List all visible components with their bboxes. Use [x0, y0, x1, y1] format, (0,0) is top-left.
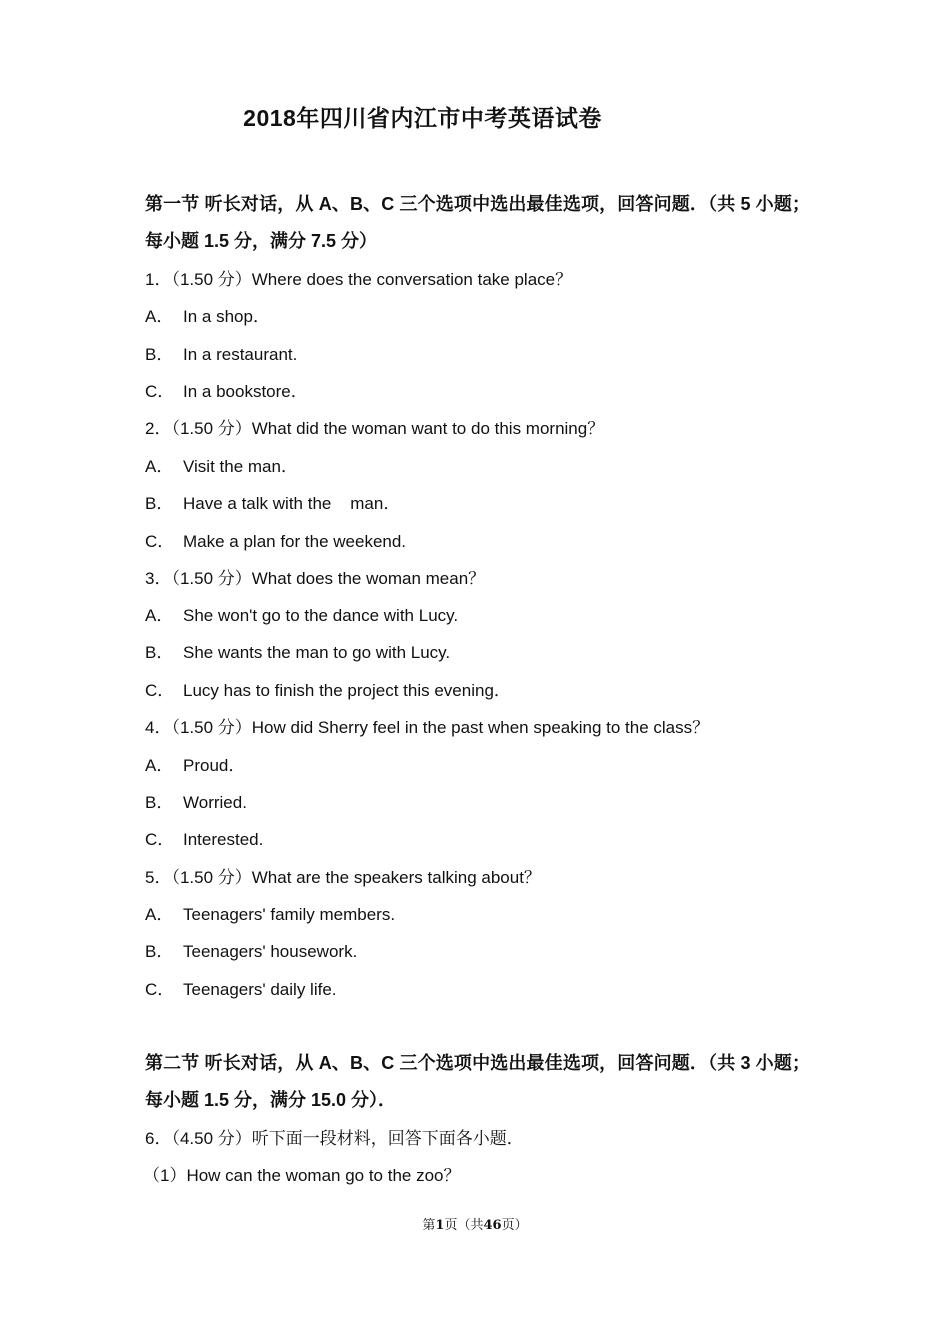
- option-letter: C．: [145, 830, 175, 849]
- question-6-sub-1: （1）How can the woman go to the zoo？: [143, 1166, 461, 1185]
- question-1-option-c: [145, 380, 308, 404]
- question-2-option-a: [145, 455, 298, 479]
- option-text: Visit the man．: [183, 457, 298, 476]
- option-letter: B．: [145, 494, 174, 513]
- option-text: She won't go to the dance with Lucy.: [183, 606, 459, 625]
- option-text: In a bookstore．: [183, 382, 308, 401]
- section-2-heading: 第二节 听长对话，从 A、B、C 三个选项中选出最佳选项，回答问题．（共 3 小题；每小题 1.5 分，满分 15.0 分）．: [145, 1053, 810, 1110]
- question-1-stem: 1．（1.50 分）Where does the conversation take place？: [145, 270, 573, 289]
- option-text: Make a plan for the weekend.: [183, 532, 407, 551]
- question-4-option-a: [145, 754, 245, 778]
- option-letter: A．: [145, 756, 174, 775]
- question-3-option-a: [145, 604, 458, 628]
- option-letter: C．: [145, 532, 175, 551]
- question-5-option-c: [145, 978, 337, 1002]
- question-2-option-b: [145, 492, 400, 516]
- option-text: In a shop．: [183, 307, 270, 326]
- option-text: Teenagers' housework.: [183, 942, 358, 961]
- section-1-heading: 第一节 听长对话，从 A、B、C 三个选项中选出最佳选项，回答问题．（共 5 小题；每小题 1.5 分，满分 7.5 分）: [145, 194, 810, 251]
- option-letter: A．: [145, 457, 174, 476]
- question-3-option-c: [145, 679, 511, 703]
- page-footer: [0, 1214, 950, 1233]
- question-4-option-c: [145, 828, 263, 852]
- option-letter: B．: [145, 345, 174, 364]
- option-letter: B．: [145, 643, 174, 662]
- footer-prefix: 第: [422, 1218, 436, 1233]
- option-letter: C．: [145, 681, 175, 700]
- footer-suffix: 页）: [501, 1218, 528, 1233]
- option-text: She wants the man to go with Lucy.: [183, 643, 451, 662]
- option-text: Teenagers' family members.: [183, 905, 396, 924]
- option-letter: B．: [145, 942, 174, 961]
- option-text: Teenagers' daily life.: [183, 980, 337, 999]
- option-text: Worried.: [183, 793, 247, 812]
- question-3-option-b: [145, 641, 450, 665]
- question-5-option-a: [145, 903, 395, 927]
- question-2-option-c: [145, 530, 406, 554]
- question-4-option-b: [145, 791, 247, 815]
- question-4-stem: 4．（1.50 分）How did Sherry feel in the past when speaking to the class？: [145, 718, 710, 737]
- option-text: In a restaurant.: [183, 345, 298, 364]
- option-text: Proud．: [183, 756, 246, 775]
- option-letter: A．: [145, 606, 174, 625]
- question-1-option-a: [145, 305, 270, 329]
- option-letter: B．: [145, 793, 174, 812]
- page-title: 2018年四川省内江市中考英语试卷: [243, 105, 602, 131]
- option-text: Lucy has to finish the project this evening．: [183, 681, 511, 700]
- footer-total-pages: 46: [483, 1218, 502, 1233]
- option-letter: C．: [145, 382, 175, 401]
- option-text: Interested.: [183, 830, 264, 849]
- question-5-stem: 5．（1.50 分）What are the speakers talking about？: [145, 868, 541, 887]
- question-2-stem: 2．（1.50 分）What did the woman want to do this morning？: [145, 419, 605, 438]
- option-text: Have a talk with the man．: [183, 494, 401, 513]
- option-letter: A．: [145, 307, 174, 326]
- footer-mid: 页（共: [444, 1218, 484, 1233]
- question-1-option-b: [145, 343, 297, 367]
- option-letter: C．: [145, 980, 175, 999]
- question-3-stem: 3．（1.50 分）What does the woman mean？: [145, 569, 486, 588]
- question-6-stem: 6．（4.50 分）听下面一段材料，回答下面各小题．: [145, 1129, 524, 1148]
- footer-page-number: 1: [435, 1218, 445, 1233]
- question-5-option-b: [145, 940, 357, 964]
- option-letter: A．: [145, 905, 174, 924]
